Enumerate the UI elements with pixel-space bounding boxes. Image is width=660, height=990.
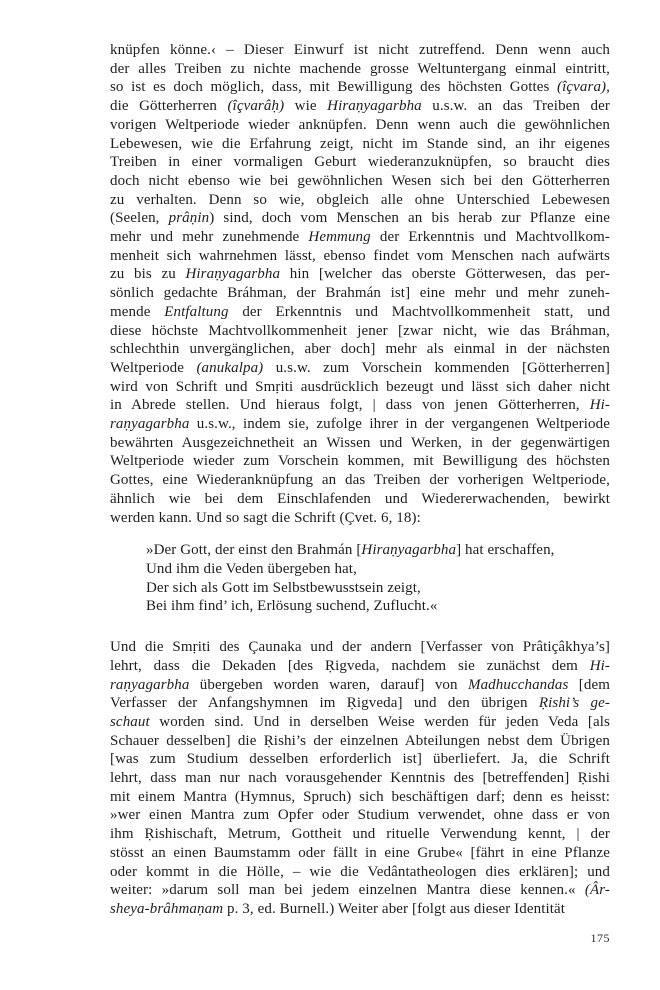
text-run: Bei ihm find’ ich, Erlösung suchend, Zuflucht.« <box>146 598 438 615</box>
italic-text-run: Hi- <box>589 397 610 414</box>
italic-text-run: (îçvara), <box>557 79 610 96</box>
text-line <box>110 172 610 191</box>
text-run: lehrt, dass man nur nach vorausgehender Kenntnis des [betreffenden] Ṛishi <box>110 770 610 787</box>
text-line <box>110 825 610 844</box>
text-line <box>110 60 610 79</box>
text-run: der Erkenntnis und Machtvollkom- <box>370 229 610 246</box>
text-line <box>110 509 610 528</box>
text-run: u.s.w. zum Vorschein kommenden [Götterherren] <box>263 359 610 376</box>
italic-text-run: (Âr- <box>584 882 610 899</box>
text-run: zu bis zu <box>110 266 186 283</box>
page-number: 175 <box>590 931 610 945</box>
text-run: ) sind, doch vom Menschen an bis herab zur Pflanze eine <box>209 210 610 227</box>
text-line <box>110 340 610 359</box>
text-line <box>110 359 610 378</box>
text-line <box>110 694 610 713</box>
text-run: mehr und mehr zunehmende <box>110 229 309 246</box>
text-run: wie <box>284 98 328 115</box>
italic-text-run: Entfaltung <box>164 303 229 320</box>
text-line <box>110 303 610 322</box>
italic-text-run: (îçvarâḥ) <box>227 98 285 115</box>
text-run: u.s.w. an das Treiben der <box>421 98 610 115</box>
italic-text-run: schaut <box>110 713 150 730</box>
text-run: doch nicht ebenso wie bei gewöhnlichen Wesen sich bei den Götterherren <box>110 172 610 189</box>
text-run: p. 3, ed. Burnell.) Weiter aber [folgt aus dieser Identität <box>223 900 566 917</box>
text-run: [dem <box>568 676 610 693</box>
text-run: Und die Smṛiti des Çaunaka und der andern [Verfasser von Prâtiçâkhya’s] <box>110 639 610 656</box>
text-line <box>110 378 610 397</box>
page-text-block <box>110 41 610 919</box>
italic-text-run: Ṛishi’s ge- <box>538 695 610 712</box>
text-run: ihm Ṛishischaft, Metrum, Gottheit und rituelle Verwendung kennt, | der <box>110 826 610 843</box>
text-line <box>110 713 610 732</box>
paragraph <box>110 41 610 527</box>
text-line <box>110 769 610 788</box>
italic-text-run: raṇyagarbha <box>110 676 200 693</box>
text-run: weiter: »darum soll man bei jedem einzelnen Mantra diese kennen.« <box>110 882 585 899</box>
text-line <box>110 676 610 695</box>
text-run: zu verhalten. Denn so wie, obgleich alle ohne Unterschied Lebewesen <box>110 191 610 208</box>
italic-text-run: prâṇin <box>168 210 210 227</box>
text-run: ähnlich wie bei dem Einschlafenden und Wiedererwachenden, bewirkt <box>110 490 610 507</box>
text-run: Gottes, eine Wiederanknüpfung an das Treiben der vorherigen Weltperiode, <box>110 472 610 489</box>
text-run: sönlich gedachte Bráhman, der Brahmán ist] eine mehr und mehr zuneh- <box>110 285 610 302</box>
text-run: oder kommt in die Hölle, – wie die Vedântatheologen dies erklären]; und <box>110 863 610 880</box>
text-run: schlechthin unvergänglichen, aber doch] mehr als einmal in der nächsten <box>110 341 610 358</box>
text-run: Schauer desselben] die Ṛishi’s der einzelnen Abteilungen nebst dem Übrigen <box>110 732 610 749</box>
text-line <box>110 844 610 863</box>
text-line <box>110 881 610 900</box>
text-run: »wer einen Mantra zum Opfer oder Studium verwendet, ohne dass er von <box>110 807 610 824</box>
text-line <box>110 284 610 303</box>
text-run: stösst an einen Baumstamm oder fällt in eine Grube« [fährt in eine Pflanze <box>110 844 610 861</box>
text-line <box>110 116 610 135</box>
italic-text-run: Hiraṇyagarbha <box>185 266 281 283</box>
text-run: mende <box>110 303 165 320</box>
text-run: übergeben worden waren, darauf] von <box>199 676 468 693</box>
text-run: wird von Schrift und Smṛiti ausdrücklich bezeugt und lässt sich daher nicht <box>110 378 610 395</box>
italic-text-run: raṇyagarbha <box>110 416 197 433</box>
text-run: diese höchste Machtvollkommenheit jener [zwar nicht, wie das Bráhman, <box>110 322 610 339</box>
italic-text-run: Hemmung <box>308 229 371 246</box>
text-run: die Götterherren <box>110 98 228 115</box>
text-line <box>110 434 610 453</box>
text-line <box>110 788 610 807</box>
text-line <box>146 579 610 598</box>
text-run: so ist es doch möglich, dass, mit Bewilligung des höchsten Gottes <box>110 79 558 96</box>
text-line <box>110 863 610 882</box>
text-line <box>110 228 610 247</box>
text-line <box>110 41 610 60</box>
text-run: Der sich als Gott im Selbstbewusstsein zeigt, <box>146 579 421 596</box>
italic-text-run: sheya-brâhmaṇam <box>110 900 224 917</box>
text-run: [was zum Studium desselben erforderlich ist] überliefert. Ja, die Schrift <box>110 751 610 768</box>
text-line <box>110 490 610 509</box>
italic-text-run: Madhucchandas <box>467 676 569 693</box>
text-line <box>110 191 610 210</box>
italic-text-run: Hiraṇyagarbha <box>361 542 457 559</box>
text-line <box>110 638 610 657</box>
italic-text-run: Hi- <box>589 657 610 674</box>
paragraph <box>110 638 610 919</box>
text-line <box>110 415 610 434</box>
text-run: der alles Treiben zu nichte machende grosse Weltuntergang einmal eintritt, <box>110 60 610 77</box>
text-run: der Erkenntnis und Machtvollkommenheit statt, und <box>228 303 610 320</box>
text-run: Treiben in einer vormaligen Geburt wiederanzuknüpfen, so braucht dies <box>110 154 610 171</box>
text-line <box>110 750 610 769</box>
verse-quote <box>110 541 610 616</box>
text-run: (Seelen, <box>110 210 169 227</box>
text-line <box>110 78 610 97</box>
italic-text-run: (anukalpa) <box>196 359 264 376</box>
text-line <box>110 471 610 490</box>
text-line <box>110 322 610 341</box>
text-run: u.s.w., indem sie, zufolge ihrer in der vergangenen Weltperiode <box>196 416 610 433</box>
text-line <box>110 806 610 825</box>
text-run: Und ihm die Veden übergeben hat, <box>146 560 357 577</box>
text-line <box>110 900 610 919</box>
text-run: Weltperiode <box>110 359 197 376</box>
text-line <box>110 209 610 228</box>
text-run: vorigen Weltperiode wieder anknüpfen. Denn wenn auch die gewöhnlichen <box>110 116 610 133</box>
text-line <box>110 135 610 154</box>
text-run: Weltperiode wieder zum Vorschein kommen, mit Bewilligung des höchsten <box>110 453 610 470</box>
text-line <box>110 97 610 116</box>
text-run: werden kann. Und so sagt die Schrift (Çvet. 6, 18): <box>110 509 421 526</box>
text-run: menheit sich wahrnehmen lässt, ebenso findet vom Menschen nach aufwärts <box>110 247 610 264</box>
text-run: lehrt, dass die Dekaden [des Ṛigveda, nachdem sie zunächst dem <box>110 657 590 674</box>
text-line <box>110 265 610 284</box>
text-run: hin [welcher das oberste Götterwesen, das per- <box>280 266 610 283</box>
text-line <box>146 541 610 560</box>
text-line <box>110 657 610 676</box>
text-run: ] hat erschaffen, <box>456 542 555 559</box>
text-run: mit einem Mantra (Hymnus, Spruch) sich beschäftigen darf; denn es heisst: <box>110 788 610 805</box>
text-line <box>110 153 610 172</box>
text-run: knüpfen könne.‹ – Dieser Einwurf ist nicht zutreffend. Denn wenn auch <box>110 42 610 58</box>
text-line <box>110 732 610 751</box>
text-run: in Abrede stellen. Und hieraus folgt, | dass von jenen Götterherren, <box>110 397 590 414</box>
text-run: Verfasser der Anfangshymnen im Ṛigveda] und den übrigen <box>110 695 539 712</box>
text-run: »Der Gott, der einst den Brahmán [ <box>146 542 362 559</box>
text-run: worden sind. Und in derselben Weise werden für jeden Veda [als <box>149 713 610 730</box>
text-run: Lebewesen, wie die Erfahrung zeigt, nicht im Stande sind, an ihr eigenes <box>110 135 610 152</box>
text-line <box>146 560 610 579</box>
text-line <box>110 396 610 415</box>
text-run: bewährten Ausgezeichnetheit an Wissen und Werken, in der gegenwärtigen <box>110 434 610 451</box>
text-line <box>110 452 610 471</box>
text-line <box>110 247 610 266</box>
text-line <box>146 597 610 616</box>
italic-text-run: Hiraṇyagarbha <box>327 98 422 115</box>
